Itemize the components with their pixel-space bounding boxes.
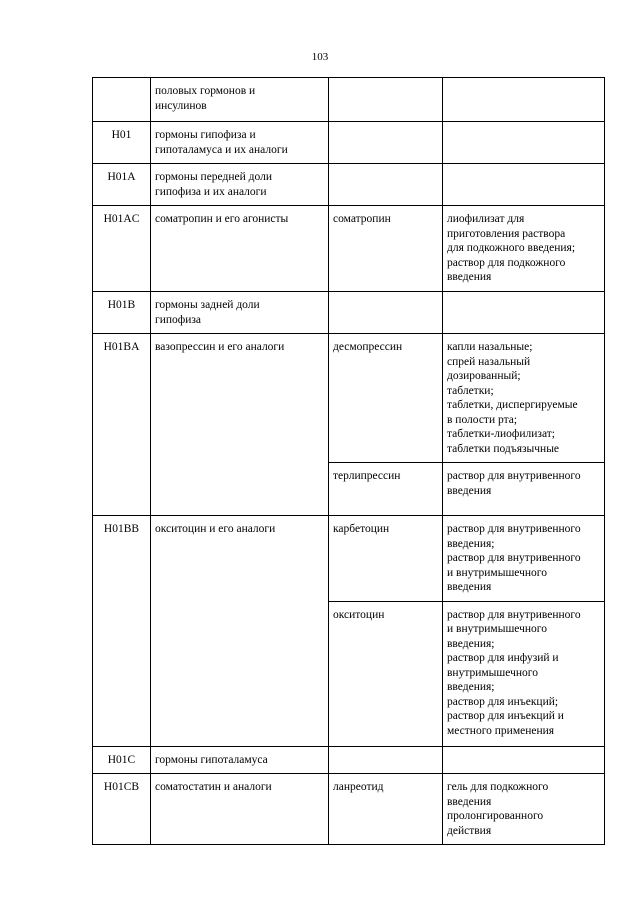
atc-code: H01: [93, 122, 151, 164]
atc-code: H01C: [93, 746, 151, 774]
dosage-form: раствор для внутривенного введения: [443, 463, 605, 516]
drug-name: терлипрессин: [329, 463, 443, 516]
drug-name: десмопрессин: [329, 334, 443, 463]
page-number: 103: [311, 51, 329, 63]
table-row: [93, 292, 605, 334]
drug-name: ланреотид: [329, 774, 443, 845]
drug-name: [329, 164, 443, 206]
atc-code: H01A: [93, 164, 151, 206]
group-name: соматропин и его агонисты: [151, 206, 329, 292]
dosage-form: капли назальные; спрей назальный дозированный; таблетки; таблетки, диспергируемые в полости рта; таблетки-лиофилизат; таблетки подъязычные: [443, 334, 605, 463]
atc-code: H01BA: [93, 334, 151, 516]
atc-code: [93, 78, 151, 122]
dosage-form: [443, 746, 605, 774]
table-row: [93, 746, 605, 774]
group-name: гормоны передней доли гипофиза и их аналоги: [151, 164, 329, 206]
group-name: половых гормонов и инсулинов: [151, 78, 329, 122]
atc-code: H01AC: [93, 206, 151, 292]
dosage-form: раствор для внутривенного и внутримышечного введения; раствор для инфузий и внутримышечного введения; раствор для инъекций; раствор для инъекций и местного применения: [443, 601, 605, 746]
dosage-form: гель для подкожного введения пролонгированного действия: [443, 774, 605, 845]
drug-name: соматропин: [329, 206, 443, 292]
table-row: [93, 774, 605, 845]
table-row: [93, 206, 605, 292]
drug-name: окситоцин: [329, 601, 443, 746]
drug-table: [92, 77, 605, 845]
group-name: гормоны задней доли гипофиза: [151, 292, 329, 334]
atc-code: H01BB: [93, 516, 151, 747]
drug-name: [329, 746, 443, 774]
dosage-form: [443, 292, 605, 334]
table-row: [93, 516, 605, 602]
drug-name: [329, 292, 443, 334]
group-name: гормоны гипофиза и гипоталамуса и их аналоги: [151, 122, 329, 164]
group-name: окситоцин и его аналоги: [151, 516, 329, 747]
atc-code: H01B: [93, 292, 151, 334]
dosage-form: раствор для внутривенного введения; раствор для внутривенного и внутримышечного введения: [443, 516, 605, 602]
drug-name: карбетоцин: [329, 516, 443, 602]
dosage-form: лиофилизат для приготовления раствора для подкожного введения; раствор для подкожного введения: [443, 206, 605, 292]
group-name: гормоны гипоталамуса: [151, 746, 329, 774]
dosage-form: [443, 122, 605, 164]
table-row: [93, 164, 605, 206]
table-row: [93, 334, 605, 463]
atc-code: H01CB: [93, 774, 151, 845]
drug-name: [329, 78, 443, 122]
table-row: [93, 78, 605, 122]
dosage-form: [443, 164, 605, 206]
drug-name: [329, 122, 443, 164]
dosage-form: [443, 78, 605, 122]
group-name: соматостатин и аналоги: [151, 774, 329, 845]
table-row: [93, 122, 605, 164]
group-name: вазопрессин и его аналоги: [151, 334, 329, 516]
